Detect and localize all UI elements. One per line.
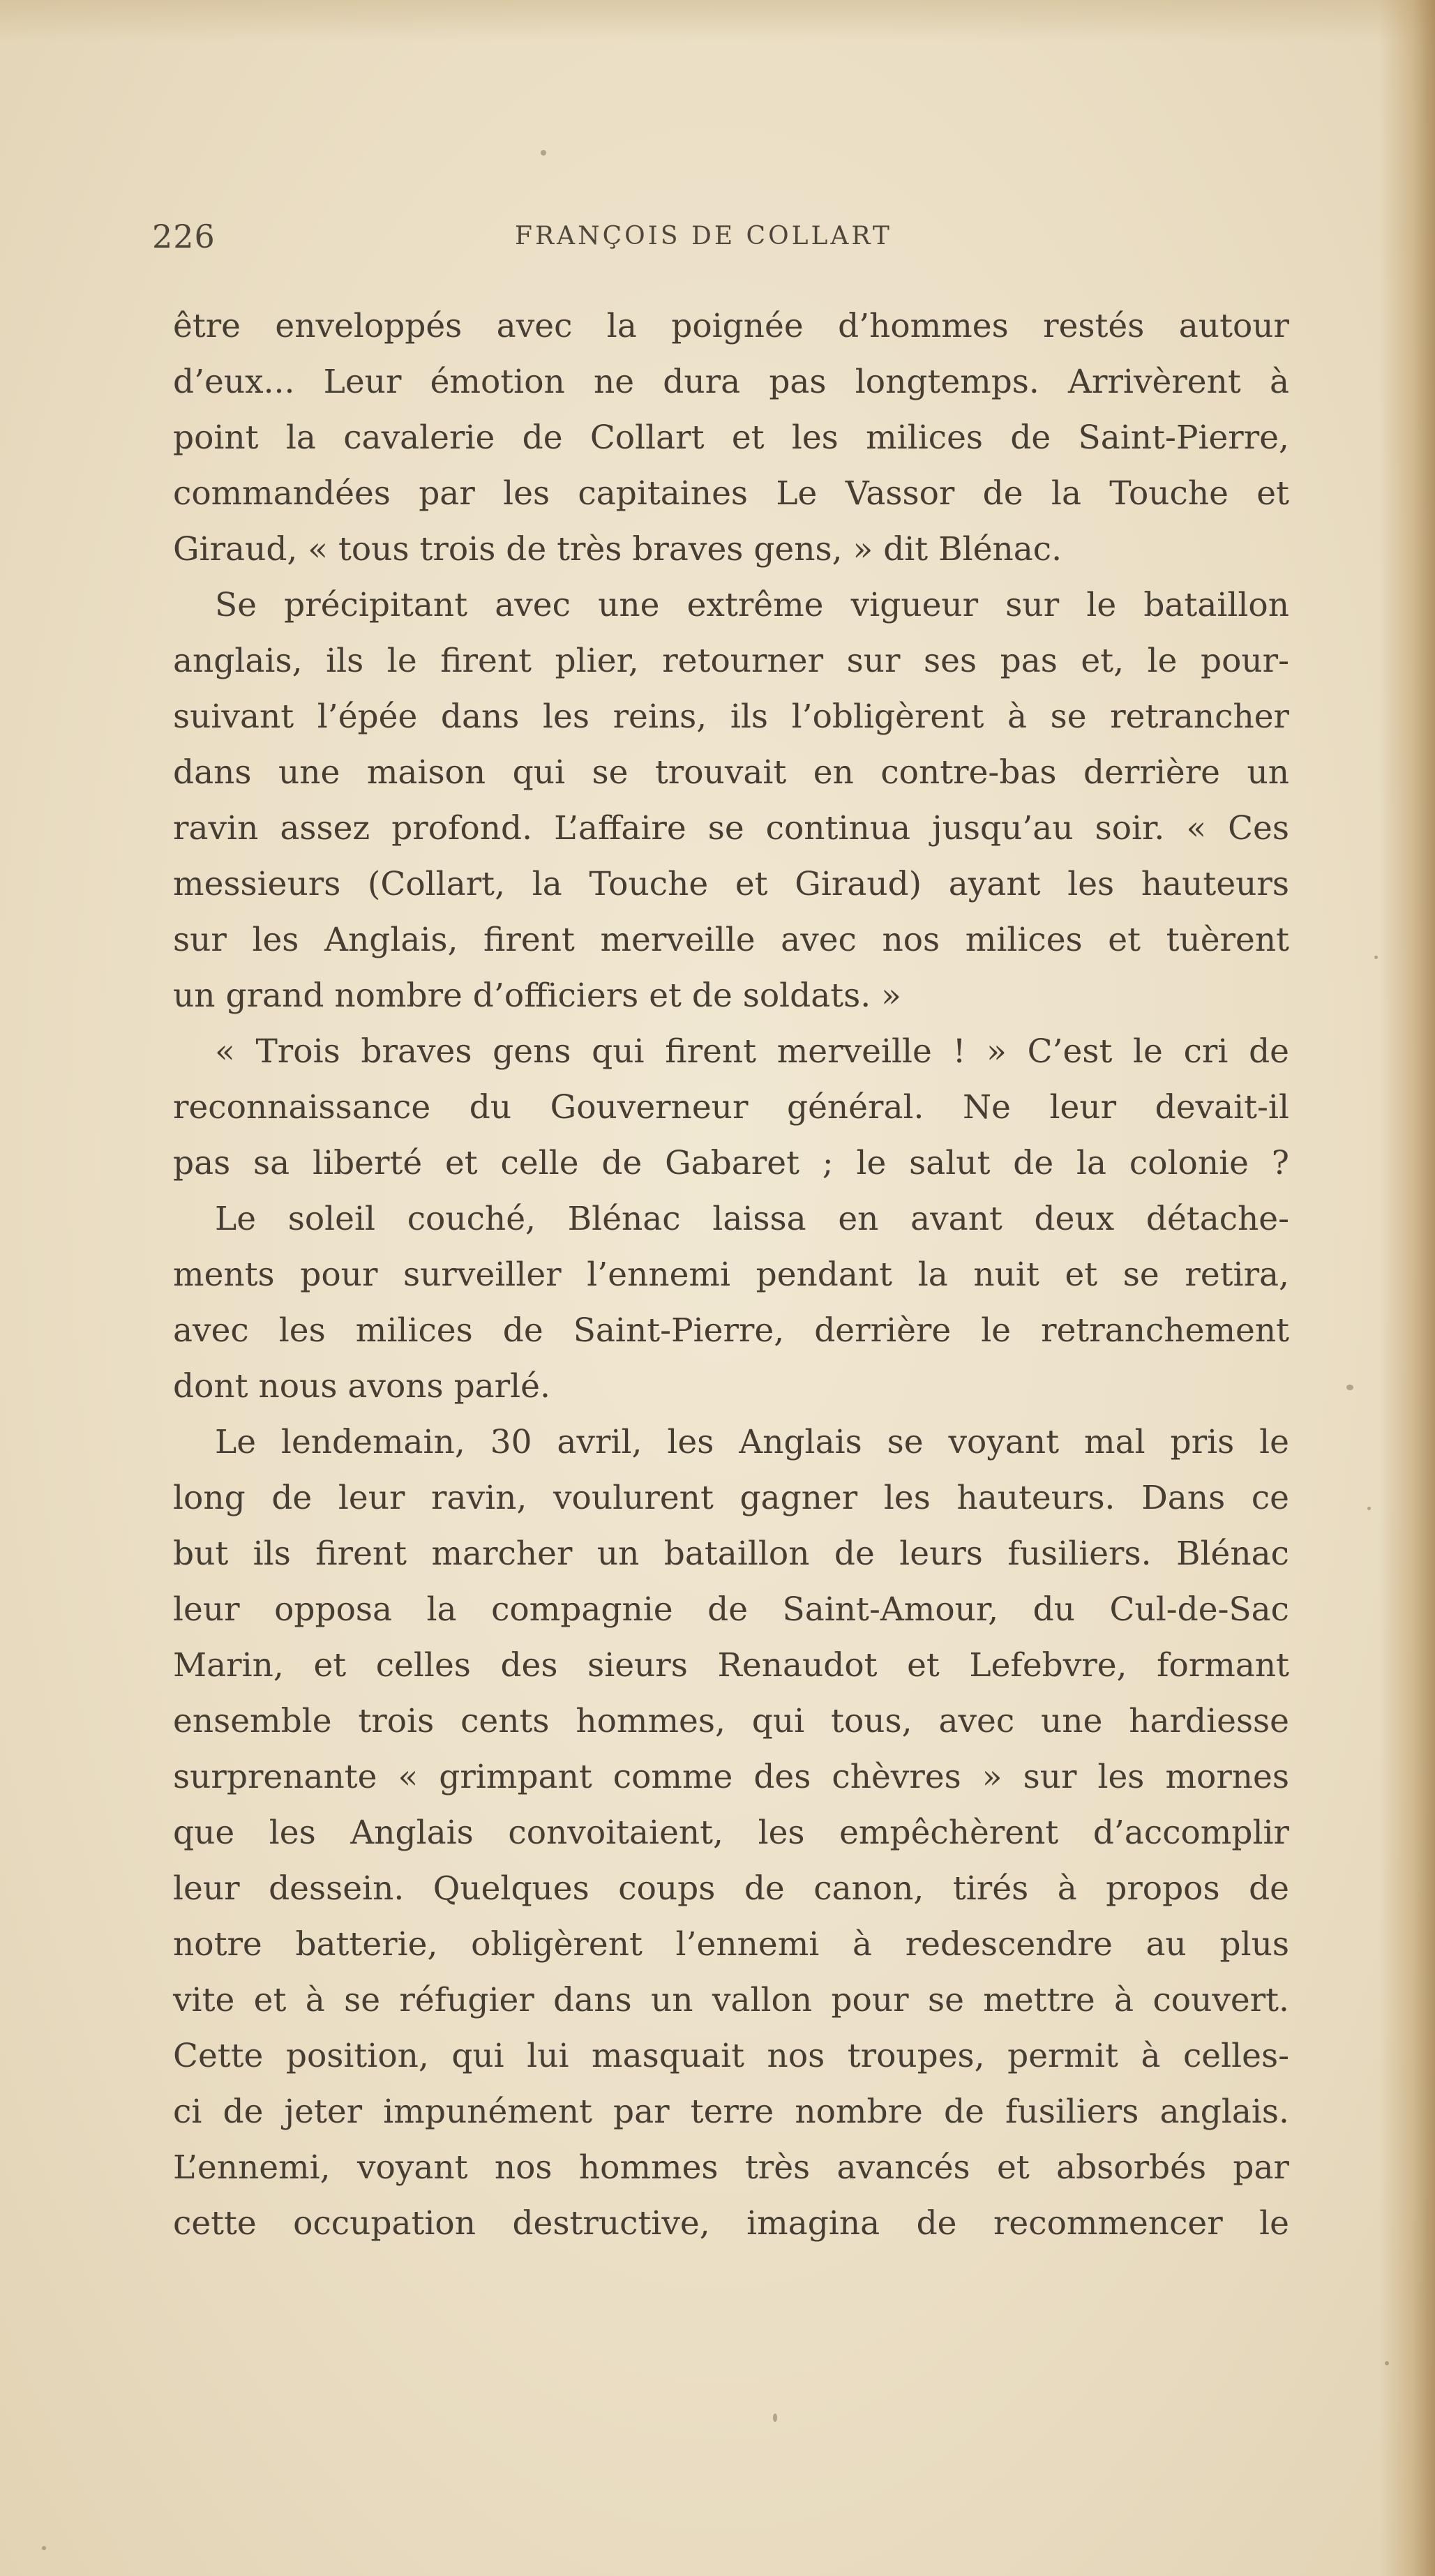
text-line: Le lendemain, 30 avril, les Anglais se voyant mal pris le <box>215 1423 1289 1461</box>
text-line: leur dessein. Quelques coups de canon, tirés à propos de <box>173 1869 1289 1908</box>
text-line: leur opposa la compagnie de Saint-Amour, du Cul-de-Sac <box>173 1590 1289 1629</box>
text-line: L’ennemi, voyant nos hommes très avancés et absorbés par <box>173 2148 1289 2187</box>
body-text <box>173 299 1289 2252</box>
text-line: sur les Anglais, firent merveille avec nos milices et tuèrent <box>173 921 1289 959</box>
text-line: ravin assez profond. L’affaire se continua jusqu’au soir. « Ces <box>173 809 1289 848</box>
text-line: Le soleil couché, Blénac laissa en avant deux détache- <box>215 1200 1289 1238</box>
text-line: point la cavalerie de Collart et les milices de Saint-Pierre, <box>173 419 1289 457</box>
text-line: anglais, ils le firent plier, retourner sur ses pas et, le pour- <box>173 642 1289 680</box>
text-line: surprenante « grimpant comme des chèvres » sur les mornes <box>173 1758 1289 1796</box>
text-line: commandées par les capitaines Le Vassor de la Touche et <box>173 474 1289 513</box>
text-line: « Trois braves gens qui firent merveille ! » C’est le cri de <box>215 1032 1289 1071</box>
page-edge-shading <box>1379 0 1435 2576</box>
paper-speck <box>541 150 546 156</box>
text-line: Marin, et celles des sieurs Renaudot et Lefebvre, formant <box>173 1646 1289 1685</box>
text-line: but ils firent marcher un bataillon de leurs fusiliers. Blénac <box>173 1535 1289 1573</box>
text-line: un grand nombre d’officiers et de soldats. » <box>173 977 901 1015</box>
text-line: cette occupation destructive, imagina de recommencer le <box>173 2204 1289 2243</box>
page-top-shading <box>0 0 1435 42</box>
text-line: Se précipitant avec une extrême vigueur sur le bataillon <box>215 586 1289 624</box>
text-line: avec les milices de Saint-Pierre, derrière le retranchement <box>173 1311 1289 1350</box>
text-line: ensemble trois cents hommes, qui tous, avec une hardiesse <box>173 1702 1289 1740</box>
running-head <box>152 218 1282 259</box>
page-number: 226 <box>152 218 216 255</box>
text-line: Giraud, « tous trois de très braves gens, » dit Blénac. <box>173 530 1062 568</box>
paper-speck <box>773 2413 777 2422</box>
text-line: être enveloppés avec la poignée d’hommes restés autour <box>173 307 1289 345</box>
text-line: dans une maison qui se trouvait en contre-bas derrière un <box>173 753 1289 792</box>
text-line: reconnaissance du Gouverneur général. Ne leur devait-il <box>173 1088 1289 1127</box>
text-line: long de leur ravin, voulurent gagner les hauteurs. Dans ce <box>173 1479 1289 1517</box>
paper-speck <box>42 2546 46 2550</box>
text-line: que les Anglais convoitaient, les empêchèrent d’accomplir <box>173 1814 1289 1852</box>
text-line: messieurs (Collart, la Touche et Giraud) ayant les hauteurs <box>173 865 1289 903</box>
text-line: notre batterie, obligèrent l’ennemi à redescendre au plus <box>173 1925 1289 1964</box>
text-line: pas sa liberté et celle de Gabaret ; le salut de la colonie ? <box>173 1144 1289 1182</box>
text-line: Cette position, qui lui masquait nos troupes, permit à celles- <box>173 2037 1289 2075</box>
running-title: FRANÇOIS DE COLLART <box>515 222 892 250</box>
text-line: ments pour surveiller l’ennemi pendant la nuit et se retira, <box>173 1256 1289 1294</box>
text-line: d’eux... Leur émotion ne dura pas longtemps. Arrivèrent à <box>173 363 1289 401</box>
text-line: suivant l’épée dans les reins, ils l’obligèrent à se retrancher <box>173 698 1289 736</box>
paper-speck <box>1385 2361 1389 2365</box>
paper-speck <box>1374 956 1378 959</box>
text-line: vite et à se réfugier dans un vallon pour se mettre à couvert. <box>173 1981 1289 2019</box>
paper-speck <box>1346 1385 1353 1390</box>
text-line: dont nous avons parlé. <box>173 1367 550 1406</box>
paper-speck <box>1367 1507 1371 1510</box>
text-line: ci de jeter impunément par terre nombre de fusiliers anglais. <box>173 2093 1289 2131</box>
